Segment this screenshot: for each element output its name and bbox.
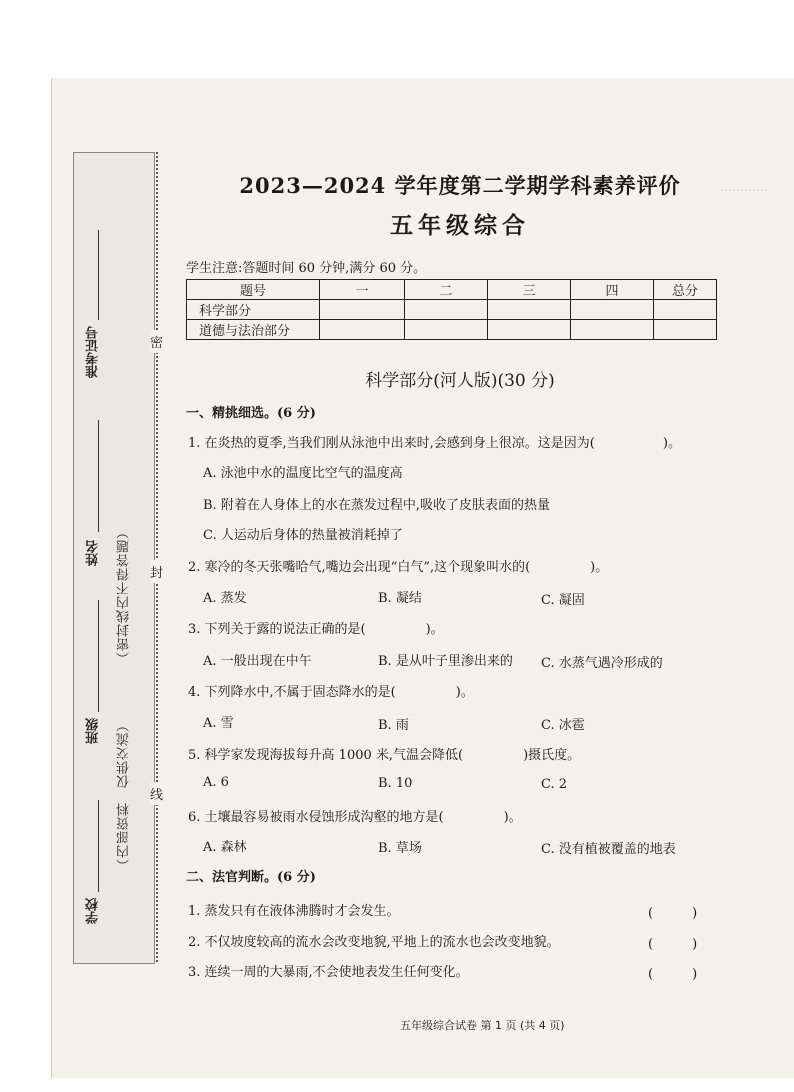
- option-c: C. 人运动后身体的热量被消耗掉了: [203, 528, 403, 543]
- option-c: C. 凝固: [541, 593, 585, 608]
- question-1: [188, 432, 681, 451]
- judgment-answer-1[interactable]: ( ): [648, 906, 698, 921]
- option-b: B. 是从叶子里渗出来的: [378, 654, 513, 669]
- question-5: [188, 744, 580, 763]
- question-4: [188, 681, 474, 700]
- exam-number-label: 准考证号: [86, 326, 101, 378]
- question-stem: 5. 科学家发现海拔每升高 1000 米,气温会降低(: [188, 748, 464, 763]
- section-title: 科学部分(河人版)(30 分): [365, 371, 555, 391]
- option-a: A. 一般出现在中午: [203, 654, 312, 669]
- score-cell[interactable]: [654, 320, 717, 340]
- student-notice: 学生注意:答题时间 60 分钟,满分 60 分。: [186, 261, 427, 276]
- question-3: [188, 618, 444, 637]
- page-footer: 五年级综合试卷 第 1 页 (共 4 页): [400, 1019, 565, 1032]
- option-c: C. 水蒸气遇冷形成的: [541, 656, 663, 671]
- seal-char-mi: 密: [150, 330, 163, 353]
- option-a: A. 蒸发: [203, 591, 247, 606]
- question-tail: )。: [590, 560, 609, 575]
- exam-number-line: [98, 230, 99, 320]
- option-c: C. 2: [541, 777, 568, 792]
- question-tail: )。: [662, 436, 681, 451]
- bleed-through: …………: [720, 180, 768, 194]
- score-cell[interactable]: [320, 320, 405, 340]
- score-row-label: 科学部分: [187, 300, 320, 320]
- score-cell[interactable]: [405, 320, 488, 340]
- question-stem: 1. 在炎热的夏季,当我们刚从泳池中出来时,会感到身上很凉。这是因为(: [188, 436, 595, 451]
- score-row-science: [187, 300, 717, 320]
- score-header-cell: 总分: [654, 280, 717, 300]
- option-c: C. 没有植被覆盖的地表: [541, 842, 676, 857]
- school-label: 学校: [86, 898, 101, 924]
- score-header-cell: 二: [405, 280, 488, 300]
- name-label: 姓名: [86, 540, 101, 566]
- score-cell[interactable]: [405, 300, 488, 320]
- question-tail: )。: [503, 810, 522, 825]
- seal-char-feng: 封: [150, 560, 163, 583]
- question-tail: )摄氏度。: [523, 748, 581, 763]
- exam-subtitle: 五年级综合: [390, 212, 530, 239]
- score-row-label: 道德与法治部分: [187, 320, 320, 340]
- score-cell[interactable]: [488, 300, 571, 320]
- score-cell[interactable]: [654, 300, 717, 320]
- score-header-cell: 四: [571, 280, 654, 300]
- option-b: B. 10: [378, 776, 413, 791]
- score-cell[interactable]: [488, 320, 571, 340]
- option-a: A. 雪: [203, 716, 234, 731]
- question-tail: )。: [455, 685, 474, 700]
- name-line: [98, 420, 99, 532]
- option-a: A. 森林: [203, 840, 247, 855]
- question-stem: 4. 下列降水中,不属于固态降水的是(: [188, 685, 396, 700]
- option-c: C. 冰雹: [541, 718, 585, 733]
- question-stem: 3. 下列关于露的说法正确的是(: [188, 622, 366, 637]
- option-b: B. 附着在人身体上的水在蒸发过程中,吸收了皮肤表面的热量: [203, 498, 550, 513]
- judgment-2: 2. 不仅坡度较高的流水会改变地貌,平地上的流水也会改变地貌。: [188, 935, 560, 950]
- score-cell[interactable]: [320, 300, 405, 320]
- score-row-morality: [187, 320, 717, 340]
- judgment-answer-3[interactable]: ( ): [648, 967, 698, 982]
- part2-heading: 二、法官判断。(6 分): [186, 870, 316, 885]
- option-a: A. 6: [203, 775, 229, 790]
- seal-char-xian: 线: [150, 782, 163, 805]
- option-b: B. 雨: [378, 718, 409, 733]
- score-cell[interactable]: [571, 320, 654, 340]
- seal-note: （密封线内不得答题）: [117, 525, 132, 665]
- part1-heading: 一、精挑细选。(6 分): [186, 406, 316, 421]
- question-stem: 2. 寒冷的冬天张嘴哈气,嘴边会出现“白气”,这个现象叫水的(: [188, 560, 531, 575]
- judgment-answer-2[interactable]: ( ): [648, 937, 698, 952]
- question-6: [188, 806, 522, 825]
- question-stem: 6. 土壤最容易被雨水侵蚀形成沟壑的地方是(: [188, 810, 444, 825]
- score-table: [186, 279, 717, 340]
- school-line: [98, 800, 99, 892]
- exam-title: 2023—2024 学年度第二学期学科素养评价: [239, 173, 681, 198]
- score-header-cell: 一: [320, 280, 405, 300]
- score-table-header: [187, 280, 717, 300]
- judgment-3: 3. 连续一周的大暴雨,不会使地表发生任何变化。: [188, 965, 469, 980]
- internal-note: （内部资料 仅供交流）: [117, 718, 132, 872]
- score-header-cell: 题号: [187, 280, 320, 300]
- seal-dotted-line: [156, 152, 158, 962]
- judgment-1: 1. 蒸发只有在液体沸腾时才会发生。: [188, 904, 400, 919]
- class-line: [98, 600, 99, 712]
- option-b: B. 凝结: [378, 591, 422, 606]
- option-a: A. 泳池中水的温度比空气的温度高: [203, 466, 403, 481]
- question-2: [188, 556, 608, 575]
- class-label: 班级: [86, 718, 101, 744]
- option-b: B. 草场: [378, 841, 422, 856]
- question-tail: )。: [425, 622, 444, 637]
- score-cell[interactable]: [571, 300, 654, 320]
- score-header-cell: 三: [488, 280, 571, 300]
